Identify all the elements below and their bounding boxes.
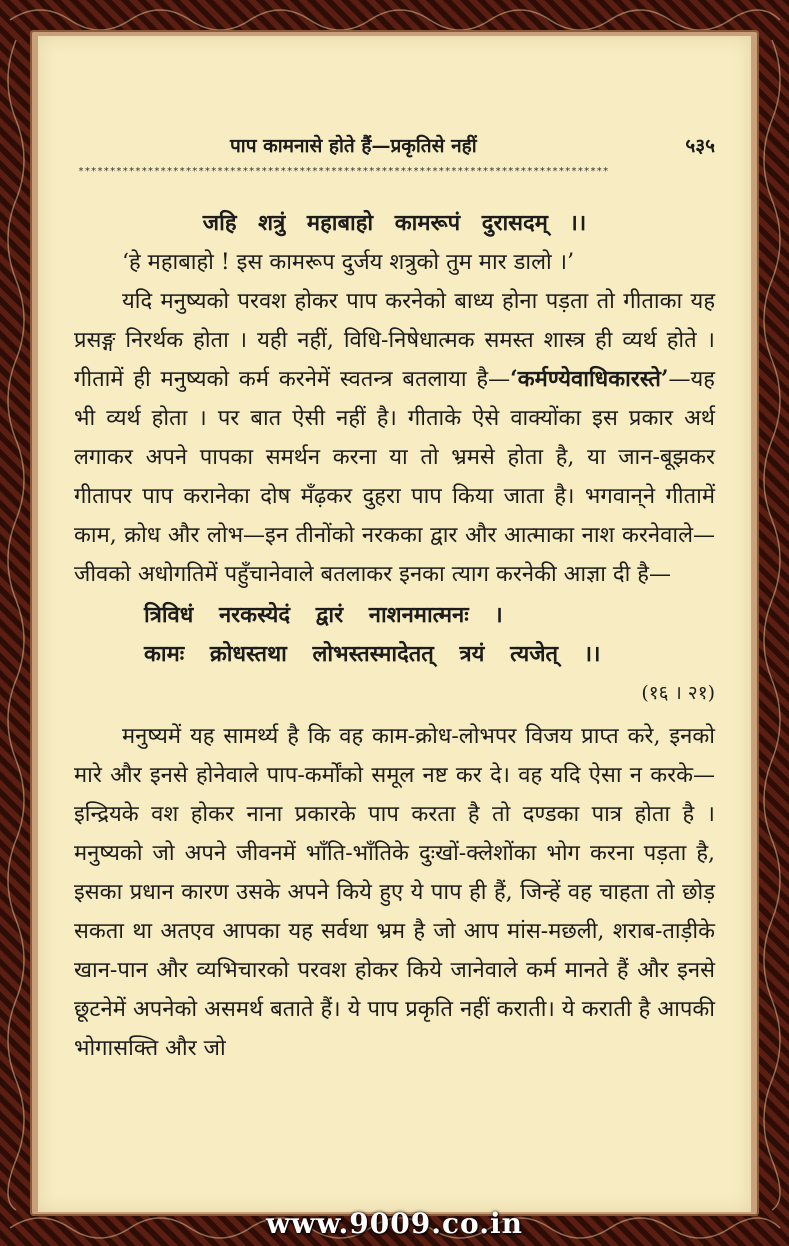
verse-gita-16-21: [74, 596, 715, 674]
page-body: [74, 204, 715, 1068]
watermark-url: www.9009.co.in: [266, 1206, 523, 1240]
paragraph-1: [74, 282, 715, 594]
paragraph-1-text-b: —यह भी व्यर्थ होता । पर बात ऐसी नहीं है। गीताके ऐसे वाक्योंका इस प्रकार अर्थ लगाकर अपने पापका समर्थन करना या तो भ्रमसे होता है, या जान-बूझकर गीतापर पाप करानेका दोष मँढ़कर दुहरा पाप किया जाता है। भगवान्‌ने गीतामें काम, क्रोध और लोभ—इन तीनोंको नरकका द्वार और आत्माका नाश करनेवाले—जीवको अधोगतिमें पहुँचानेवाले बतलाकर इनका त्याग करनेकी आज्ञा दी है—: [74, 367, 715, 587]
book-page: [38, 36, 751, 1212]
verse-line-1: त्रिविधं नरकस्येदं द्वारं नाशनमात्मनः ।: [144, 602, 503, 628]
verse-line-2: कामः क्रोधस्तथा लोभस्तस्मादेतत् त्रयं त्यजेत् ।।: [144, 641, 601, 667]
verse-gita-3-43: जहि शत्रुं महाबाहो कामरूपं दुरासदम् ।।: [202, 210, 587, 236]
paragraph-2: मनुष्यमें यह सामर्थ्य है कि वह काम-क्रोध-लोभपर विजय प्राप्त करे, इनको मारे और इनसे होनेवाले पाप-कर्मोंको समूल नष्ट कर दे। वह यदि ऐसा न करके—इन्द्रियके वश होकर नाना प्रकारके पाप करता है तो दण्डका पात्र होता है । मनुष्यको जो अपने जीवनमें भाँति-भाँतिके दुःखों-क्लेशोंका भोग करना पड़ता है, इसका प्रधान कारण उसके अपने किये हुए ये पाप ही हैं, जिन्हें वह चाहता तो छोड़ सकता था अतएव आपका यह सर्वथा भ्रम है जो आप मांस-मछली, शराब-ताड़ीके खान-पान और व्यभिचारको परवश होकर किये जानेवाले कर्म मानते हैं और इनसे छूटनेमें अपनेको असमर्थ बताते हैं। ये पाप प्रकृति नहीं कराती। ये कराती है आपकी भोगासक्ति और जो: [74, 724, 715, 1061]
page-number: ५३५: [685, 135, 715, 157]
paragraph-1-text-a: यदि मनुष्यको परवश होकर पाप करनेको बाध्य होना पड़ता तो गीताका यह प्रसङ्ग निरर्थक होता । यही नहीं, विधि-निषेधात्मक समस्त शास्त्र ही व्यर्थ होते । गीतामें ही मनुष्यको कर्म करनेमें स्वतन्त्र बतलाया है—: [74, 289, 715, 392]
page-title: पाप कामनासे होते हैं—प्रकृतिसे नहीं: [230, 135, 477, 157]
star-separator: ************************************************************************************: [78, 166, 609, 177]
gita-quote: ‘कर्मण्येवाधिकारस्ते’: [510, 366, 669, 392]
verse-translation: ‘हे महाबाहो ! इस कामरूप दुर्जय शत्रुको तुम मार डालो ।’: [122, 250, 575, 275]
watermark: [0, 1200, 789, 1246]
page-header: [78, 130, 715, 160]
verse-reference: (१६ । २१): [641, 682, 715, 704]
